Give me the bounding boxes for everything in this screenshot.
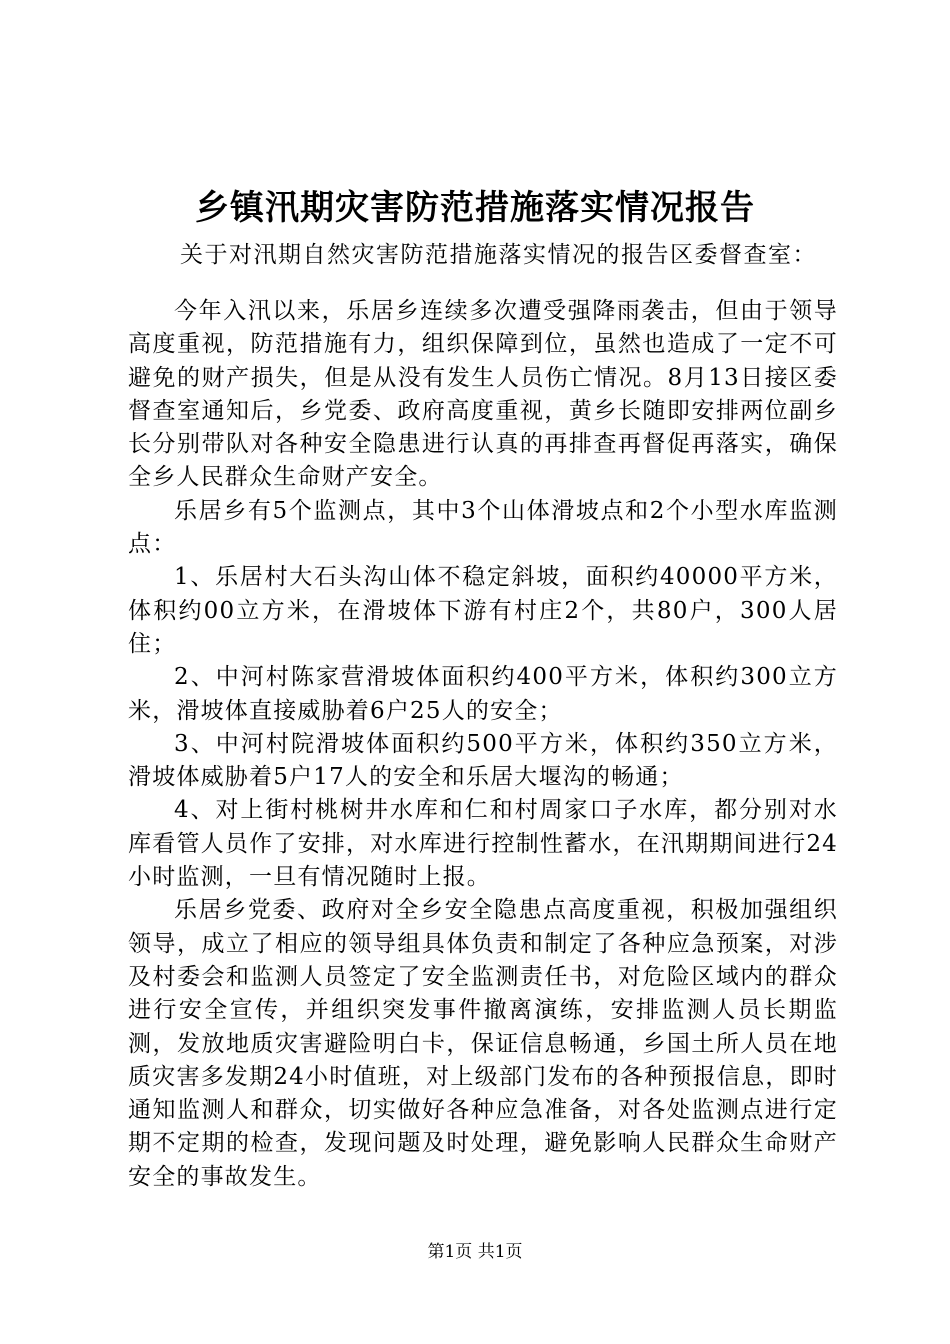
list-item-2: 2、中河村陈家营滑坡体面积约400平方米，体积约300立方米，滑坡体直接威胁着6户25人的安全； bbox=[128, 664, 838, 724]
document-subtitle: 关于对汛期自然灾害防范措施落实情况的报告区委督查室： bbox=[180, 242, 817, 268]
paragraph-intro: 今年入汛以来，乐居乡连续多次遭受强降雨袭击，但由于领导高度重视，防范措施有力，组织保障到位，虽然也造成了一定不可避免的财产损失，但是从没有发生人员伤亡情况。8月13日接区委督查室通知后，乡党委、政府高度重视，黄乡长随即安排两位副乡长分别带队对各种安全隐患进行认真的再排查再督促再落实，确保全乡人民群众生命财产安全。 bbox=[128, 298, 838, 491]
document-title: 乡镇汛期灾害防范措施落实情况报告 bbox=[195, 188, 755, 228]
list-item-1: 1、乐居村大石头沟山体不稳定斜坡，面积约40000平方米，体积约00立方米，在滑坡体下游有村庄2个，共80户，300人居住； bbox=[128, 564, 838, 657]
document-body bbox=[128, 295, 838, 1194]
paragraph-measures: 乐居乡党委、政府对全乡安全隐患点高度重视，积极加强组织领导，成立了相应的领导组具体负责和制定了各种应急预案，对涉及村委会和监测人员签定了安全监测责任书，对危险区域内的群众进行安全宣传，并组织突发事件撤离演练，安排监测人员长期监测，发放地质灾害避险明白卡，保证信息畅通，乡国土所人员在地质灾害多发期24小时值班，对上级部门发布的各种预报信息，即时通知监测人和群众，切实做好各种应急准备，对各处监测点进行定期不定期的检查，发现问题及时处理，避免影响人民群众生命财产安全的事故发生。 bbox=[128, 897, 838, 1190]
page-number-footer: 第1页 共1页 bbox=[427, 1242, 523, 1262]
list-item-4: 4、对上街村桃树井水库和仁和村周家口子水库，都分别对水库看管人员作了安排，对水库进行控制性蓄水，在汛期期间进行24小时监测，一旦有情况随时上报。 bbox=[128, 797, 838, 891]
paragraph-monitoring-points: 乐居乡有5个监测点，其中3个山体滑坡点和2个小型水库监测点： bbox=[128, 497, 838, 558]
list-item-3: 3、中河村院滑坡体面积约500平方米，体积约350立方米，滑坡体威胁着5户17人的安全和乐居大堰沟的畅通； bbox=[128, 730, 838, 791]
